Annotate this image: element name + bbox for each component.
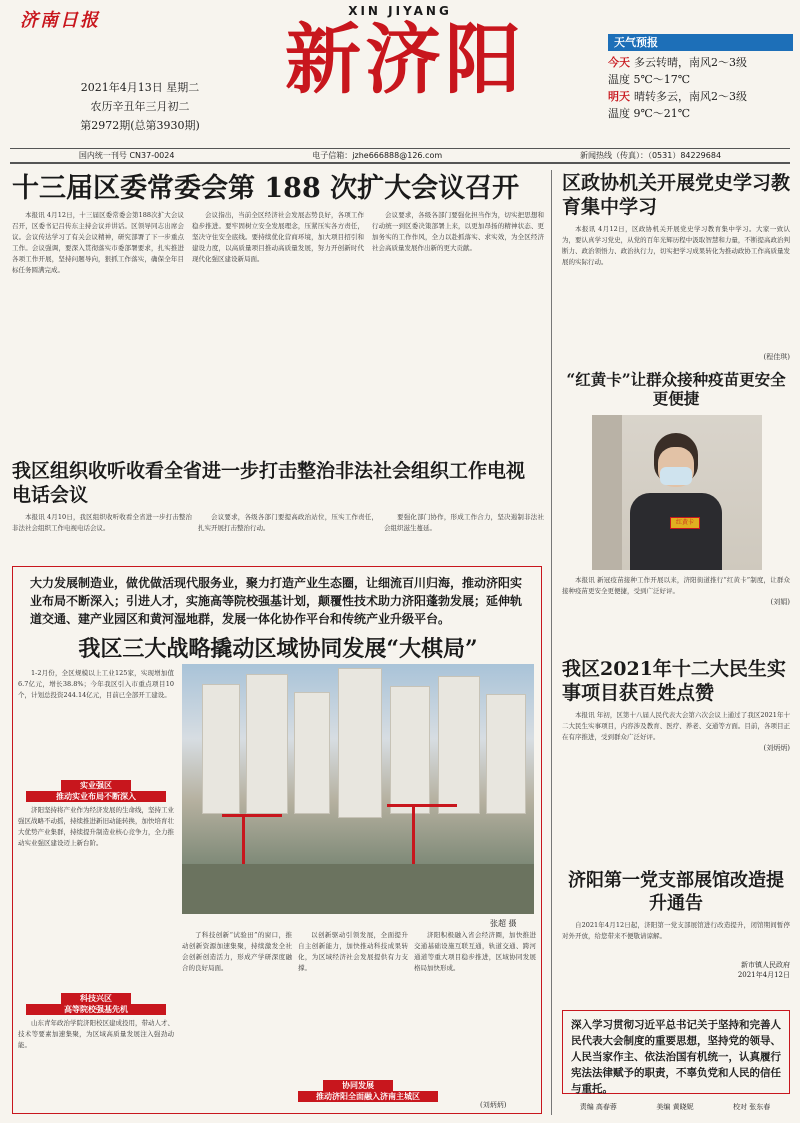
editor-credits <box>560 1102 790 1112</box>
section-coordination <box>298 1080 418 1105</box>
notice-text: 自2021年4月12日起，济阳第一党支部展馆进行改造提升，闭馆期间暂停对外开放，给您带来不便敬请谅解。 <box>562 921 790 940</box>
vaccine-headline: “红黄卡”让群众接种疫苗更安全更便捷 <box>566 370 786 409</box>
construction-photo <box>182 664 534 914</box>
feature-column-4 <box>414 930 536 1110</box>
lead-text-1: 本报讯 4月12日，十三届区委常委会第188次扩大会议召开，区委书记吕传东主持会议并讲话。区领导同志出席会议。会议传达学习了有关会议精神，研究部署了下一步重点工作。会议强调，要深入贯彻落实市委部署要求，扎实推进各项工作开展，坚持问题导向，狠抓工作落实，确保全年目标任务圆满完成。 <box>12 211 184 274</box>
issue-date: 2021年4月13日 星期二 <box>80 81 200 94</box>
cppcc-text: 本报讯 4月12日，区政协机关开展党史学习教育集中学习。大家一致认为，要认真学习党史，从党的百年光辉历程中汲取智慧和力量，不断提高政治判断力、政治领悟力、政治执行力，切实把学习成果转化为推动政协工作高质量发展的实际行动。 <box>562 225 790 266</box>
feature-column-1c <box>18 1018 174 1110</box>
story2-text-1: 本报讯 4月10日，我区组织收听收看全省进一步打击整治非法社会组织工作电视电话会议。 <box>12 513 192 532</box>
section-label-tech: 科技兴区 <box>61 993 131 1004</box>
lead-headline: 十三届区委常委会第 188 次扩大会议召开 <box>12 173 520 204</box>
email-address[interactable]: 电子信箱：jzhe666888@126.com <box>312 151 443 160</box>
feature-text-1b: 济阳坚持将产业作为经济发展的生命线，坚持工业强区战略不动摇，持续推进新旧动能转换，加快培育壮大优势产业集群，持续提升制造业核心竞争力，全力推动实业强区建设迈上新台阶。 <box>18 806 174 847</box>
section-sub-coordination: 推动济阳全面融入济南主城区 <box>298 1091 438 1102</box>
masthead-title: 新济阳 <box>285 15 525 104</box>
section-sub-industry: 推动实业布局不断深入 <box>26 791 166 802</box>
feature-headline: 我区三大战略撬动区域协同发展“大棋局” <box>78 636 478 662</box>
story2-text-3: 要强化部门协作，形成工作合力，坚决遏制非法社会组织滋生蔓延。 <box>384 513 544 532</box>
weather-forecast <box>608 34 793 122</box>
feature-author: (刘炳炳) <box>480 1101 507 1109</box>
story2-column-3 <box>384 512 544 560</box>
section-industry <box>18 780 174 805</box>
lunar-date: 农历辛丑年三月初二 <box>90 100 190 113</box>
section-label-coordination: 协同发展 <box>323 1080 393 1091</box>
publication-name: 济南日报 <box>20 10 100 31</box>
livelihood-author: (刘炳炳) <box>763 744 790 752</box>
section-tech <box>18 993 174 1018</box>
feature-column-3 <box>298 930 408 1078</box>
photo-credit: 张超 摄 <box>490 919 517 928</box>
issue-number: 第2972期(总第3930期) <box>80 119 200 132</box>
weather-title: 天气预报 <box>608 34 793 51</box>
editor-in-charge: 责编 高春蓉 <box>579 1103 617 1111</box>
cn-number: 国内统一刊号 CN37-0024 <box>78 151 175 160</box>
column-divider <box>551 170 552 1115</box>
story2-column-1 <box>12 512 192 560</box>
info-bar <box>10 148 790 164</box>
news-hotline: 新闻热线（传真）：（0531）84229684 <box>579 151 722 160</box>
notice-date: 2021年4月12日 <box>737 971 790 979</box>
date-block <box>60 78 220 135</box>
cppcc-author: (程佳琪) <box>763 353 790 361</box>
feature-text-4: 济阳积极融入省会经济圈，加快推进交通基础设施互联互通，轨道交通、跨河通道等重大项目稳步推进，区域协同发展格局加快形成。 <box>414 931 536 972</box>
feature-text-1c: 山东青年政治学院济阳校区建成投用，带动人才、技术等要素加速集聚，为区域高质量发展注入强劲动能。 <box>18 1019 174 1049</box>
feature-text-2: 了科技创新“试验田”的窗口，推动创新资源加速集聚，持续激发全社会创新创造活力，形成产学研深度融合的良好局面。 <box>182 931 292 972</box>
story2-column-2 <box>198 512 378 560</box>
weather-today <box>608 54 793 71</box>
art-editor: 美编 黄晓妮 <box>656 1103 694 1111</box>
today-label: 今天 <box>608 56 630 69</box>
story2-text-2: 会议要求，各级各部门要提高政治站位，压实工作责任，扎实开展打击整治行动。 <box>198 513 378 532</box>
vaccine-text: 本报讯 新冠疫苗接种工作开展以来，济阳街道推行“红黄卡”制度，让群众接种疫苗更安全更便捷，受到广泛好评。 <box>562 576 790 595</box>
tomorrow-temperature: 温度 9℃～21℃ <box>608 107 691 120</box>
notice-issuer: 新市镇人民政府 <box>741 961 790 969</box>
feature-column-1 <box>18 668 174 778</box>
feature-text-1: 1-2月份，全区规模以上工业125家，实现增加值6.7亿元，增长38.8%；今年我区引入市重点项目10个，计划总投资244.14亿元，目前已全部开工建设。 <box>18 669 174 699</box>
red-yellow-card: 红黄卡 <box>670 517 700 529</box>
lead-text-3: 会议要求，各级各部门要强化担当作为，切实把思想和行动统一到区委决策部署上来，以更加昂扬的精神状态、更加务实的工作作风，全力以赴抓落实、求实效，为全区经济社会高质量发展作出新的更大贡献。 <box>372 211 544 252</box>
story2-headline: 我区组织收听收看全省进一步打击整治非法社会组织工作电视电话会议 <box>12 460 526 506</box>
slogan-box: 深入学习贯彻习近平总书记关于坚持和完善人民代表大会制度的重要思想，坚持党的领导、人民当家作主、依法治国有机统一，认真履行宪法法律赋予的职责，不辜负党和人民的信任与重托。 <box>562 1010 790 1094</box>
notice-headline: 济阳第一党支部展馆改造提升通告 <box>568 870 784 914</box>
feature-column-1b <box>18 805 174 990</box>
lead-column-1 <box>12 210 184 450</box>
livelihood-text: 本报讯 年初，区第十八届人民代表大会第六次会议上通过了我区2021年十二大民生实事项目，内容涉及教育、医疗、养老、交通等方面。目前，各项目正在有序推进，受到群众广泛好评。 <box>562 711 790 741</box>
tomorrow-condition: 晴转多云，南风2～3级 <box>634 90 747 103</box>
feature-summary: 大力发展制造业，做优做活现代服务业，聚力打造产业生态圈，让细流百川归海，推动济阳实业布局不断深入；引进人才，实施高等院校强基计划，颠覆性技术助力济阳蓬勃发展；延伸轨道交通、建产业园区和黄河湿地群，发展一体化协作平台和传统产业升级平台。 <box>30 576 523 626</box>
today-condition: 多云转晴，南风2～3级 <box>634 56 747 69</box>
livelihood-headline: 我区2021年十二大民生实事项目获百姓点赞 <box>562 658 786 704</box>
masthead-pinyin: XIN JIYANG <box>348 4 452 18</box>
tomorrow-label: 明天 <box>608 90 630 103</box>
cppcc-headline: 区政协机关开展党史学习教育集中学习 <box>562 172 791 218</box>
notice-signature <box>640 960 790 980</box>
lead-column-2 <box>192 210 364 450</box>
feature-column-2 <box>182 930 292 1110</box>
section-label-industry: 实业强区 <box>61 780 131 791</box>
weather-tomorrow <box>608 88 793 105</box>
lead-text-2: 会议指出，当前全区经济社会发展态势良好，各项工作稳步推进。要牢固树立安全发展理念，压紧压实各方责任，坚决守住安全底线。要持续优化营商环境，加大项目招引和建设力度，以高质量项目推动高质量发展，努力开创新时代现代化强区建设新局面。 <box>192 211 364 263</box>
feature-text-3: 以创新驱动引领发展，全面提升自主创新能力，加快推动科技成果转化，为区域经济社会发展提供有力支撑。 <box>298 931 408 972</box>
proofreader: 校对 张东春 <box>733 1103 771 1111</box>
vaccine-author: (刘娟) <box>770 598 790 606</box>
lead-column-3 <box>372 210 544 450</box>
livelihood-body <box>562 710 790 860</box>
vaccine-photo <box>592 415 762 570</box>
cppcc-body <box>562 224 790 364</box>
section-sub-tech: 高等院校强基先机 <box>26 1004 166 1015</box>
vaccine-body <box>562 575 790 653</box>
today-temperature: 温度 5℃～17℃ <box>608 73 691 86</box>
